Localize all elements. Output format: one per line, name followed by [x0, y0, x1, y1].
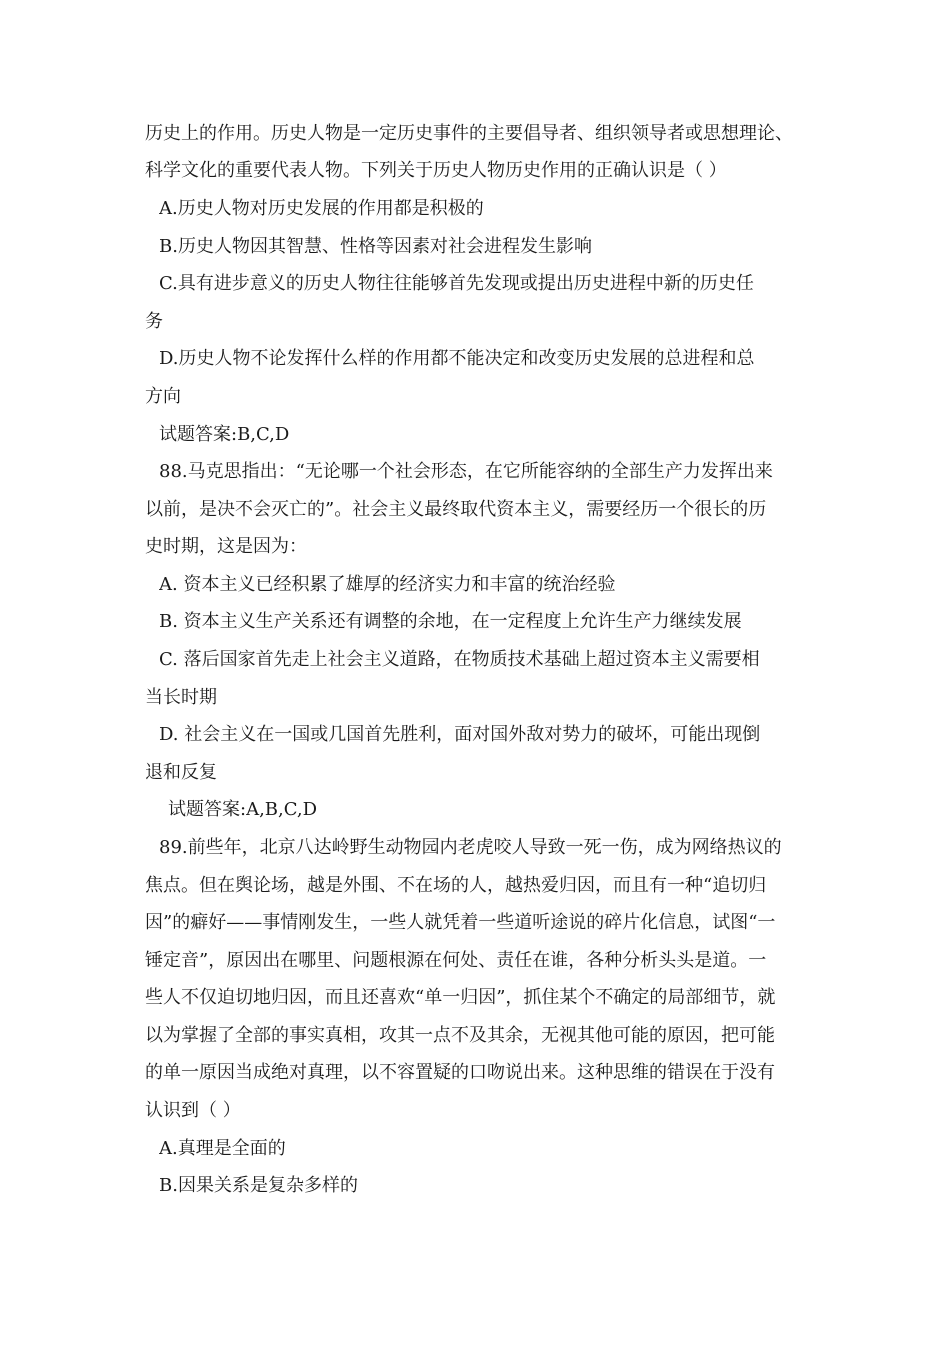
option-c-continued: 当长时期 [145, 687, 217, 708]
text-line: 历史上的作用。历史人物是一定历史事件的主要倡导者、组织领导者或思想理论、 [145, 123, 793, 144]
question-88: 88.马克思指出：“无论哪一个社会形态，在它所能容纳的全部生产力发挥出来 [159, 461, 773, 482]
option-b: B. 资本主义生产关系还有调整的余地，在一定程度上允许生产力继续发展 [159, 611, 742, 632]
question-88-line: 史时期，这是因为： [145, 536, 307, 557]
option-a: A.历史人物对历史发展的作用都是积极的 [159, 198, 484, 219]
question-89-line: 锤定音”，原因出在哪里、问题根源在何处、责任在谁，各种分析头头是道。一 [145, 950, 767, 971]
question-89-line: 因”的癖好——事情刚发生，一些人就凭着一些道听途说的碎片化信息，试图“一 [145, 912, 776, 933]
option-c: C.具有进步意义的历史人物往往能够首先发现或提出历史进程中新的历史任 [159, 273, 754, 294]
option-c: C. 落后国家首先走上社会主义道路，在物质技术基础上超过资本主义需要相 [159, 649, 760, 670]
answer-line: 试题答案:A,B,C,D [168, 799, 318, 820]
question-89-line: 的单一原因当成绝对真理，以不容置疑的口吻说出来。这种思维的错误在于没有 [145, 1062, 775, 1083]
question-88-line: 以前，是决不会灭亡的”。社会主义最终取代资本主义，需要经历一个很长的历 [145, 499, 767, 520]
option-d-continued: 退和反复 [145, 762, 217, 783]
question-89-line: 认识到（ ） [145, 1100, 241, 1121]
question-89: 89.前些年，北京八达岭野生动物园内老虎咬人导致一死一伤，成为网络热议的 [159, 837, 782, 858]
question-89-line: 些人不仅迫切地归因，而且还喜欢“单一归因”，抓住某个不确定的局部细节，就 [145, 987, 776, 1008]
option-d-continued: 方向 [145, 386, 181, 407]
question-89-line: 焦点。但在舆论场，越是外围、不在场的人，越热爱归因，而且有一种“追切归 [145, 875, 767, 896]
option-b: B.因果关系是复杂多样的 [159, 1175, 358, 1196]
question-89-line: 以为掌握了全部的事实真相，攻其一点不及其余，无视其他可能的原因，把可能 [145, 1025, 775, 1046]
option-a: A.真理是全面的 [159, 1138, 286, 1159]
option-d: D. 社会主义在一国或几国首先胜利，面对国外敌对势力的破坏，可能出现倒 [159, 724, 761, 745]
option-d: D.历史人物不论发挥什么样的作用都不能决定和改变历史发展的总进程和总 [159, 348, 755, 369]
option-c-continued: 务 [145, 311, 163, 332]
answer-line: 试题答案:B,C,D [159, 424, 290, 445]
question-stem-line: 科学文化的重要代表人物。下列关于历史人物历史作用的正确认识是（ ） [145, 160, 727, 181]
option-b: B.历史人物因其智慧、性格等因素对社会进程发生影响 [159, 236, 592, 257]
option-a: A. 资本主义已经积累了雄厚的经济实力和丰富的统治经验 [159, 574, 616, 595]
